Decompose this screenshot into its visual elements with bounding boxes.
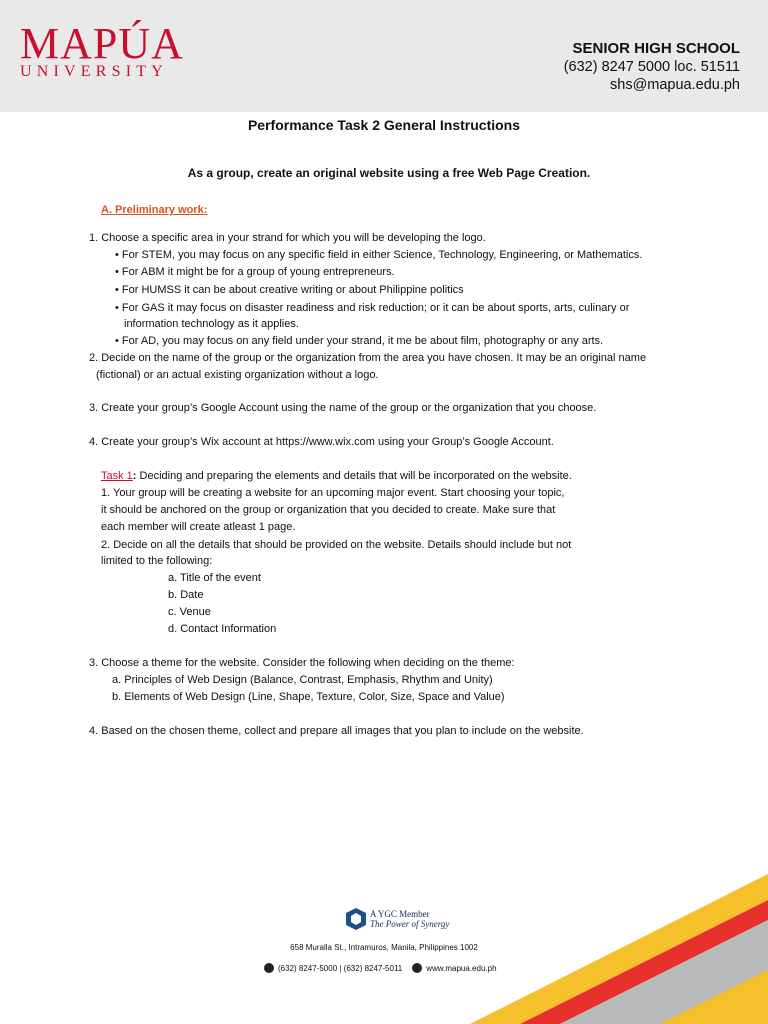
mapua-logo: MAPÚA <box>20 19 184 68</box>
school-contact-block <box>564 40 740 94</box>
task1-point-1-cont: it should be anchored on the group or organization that you decided to create. Make sure that <box>101 504 556 516</box>
detail-venue: c. Venue <box>168 606 211 618</box>
task1-point-1-cont2: each member will create atleast 1 page. <box>101 521 296 533</box>
task1-point-2: 2. Decide on all the details that should be provided on the website. Details should include but not <box>101 539 572 551</box>
school-phone: (632) 8247 5000 loc. 51511 <box>563 59 740 75</box>
instruction-item-2: 2. Decide on the name of the group or the organization from the area you have chosen. It may be an original name <box>89 352 647 364</box>
instruction-theme: 3. Choose a theme for the website. Consider the following when deciding on the theme: <box>89 657 515 669</box>
instruction-item-3: 3. Create your group’s Google Account using the name of the group or the organization that you choose. <box>89 402 597 414</box>
task1-description: Deciding and preparing the elements and details that will be incorporated on the website. <box>136 470 572 482</box>
bullet-gas-cont: information technology as it applies. <box>124 318 299 330</box>
bullet-humss: • For HUMSS it can be about creative writing or about Philippine politics <box>115 284 464 296</box>
ygc-member: A YGC Member <box>370 909 430 919</box>
footer-contact <box>264 963 497 973</box>
task1-label: Task 1 <box>101 470 133 482</box>
school-email: shs@mapua.edu.ph <box>610 77 740 93</box>
task1-heading <box>101 468 572 485</box>
ygc-tagline: The Power of Synergy <box>370 919 450 929</box>
footer-address: 658 Muralla St., Intramuros, Manila, Philippines 1002 <box>290 943 478 952</box>
bullet-stem: • For STEM, you may focus on any specific field in either Science, Technology, Engineering, or Mathematics. <box>115 249 643 261</box>
detail-title: a. Title of the event <box>168 572 261 584</box>
instruction-item-1: 1. Choose a specific area in your strand for which you will be developing the logo. <box>89 232 486 244</box>
footer-website[interactable]: www.mapua.edu.ph <box>426 963 497 973</box>
task1-colon: : <box>132 470 137 482</box>
section-heading-preliminary: A. Preliminary work: <box>101 204 208 216</box>
letterhead <box>0 0 768 112</box>
theme-elements: b. Elements of Web Design (Line, Shape, Texture, Color, Size, Space and Value) <box>112 691 505 703</box>
bullet-abm: • For ABM it might be for a group of young entrepreneurs. <box>115 266 395 278</box>
ygc-text <box>370 909 449 929</box>
footer-stripes <box>0 860 768 1024</box>
instruction-item-4: 4. Create your group’s Wix account at https://www.wix.com using your Group’s Google Account. <box>89 436 554 448</box>
instruction-images: 4. Based on the chosen theme, collect and prepare all images that you plan to include on the website. <box>89 725 584 737</box>
mapua-logo-subtitle: UNIVERSITY <box>20 63 168 80</box>
bullet-gas: • For GAS it may focus on disaster readiness and risk reduction; or it can be about sports, arts, culinary or <box>115 302 630 314</box>
bullet-ad: • For AD, you may focus on any field under your strand, it me be about film, photography or any arts. <box>115 335 604 347</box>
theme-principles: a. Principles of Web Design (Balance, Contrast, Emphasis, Rhythm and Unity) <box>112 674 493 686</box>
task1-point-1: 1. Your group will be creating a website for an upcoming major event. Start choosing your topic, <box>101 487 565 499</box>
school-name: SENIOR HIGH SCHOOL <box>572 40 740 57</box>
instruction-item-2-cont: (fictional) or an actual existing organization without a logo. <box>96 369 379 381</box>
detail-contact: d. Contact Information <box>168 623 277 635</box>
document-title: Performance Task 2 General Instructions <box>247 117 521 133</box>
task1-point-2-cont: limited to the following: <box>101 555 213 567</box>
document-subtitle: As a group, create an original website using a free Web Page Creation. <box>187 166 591 180</box>
globe-icon <box>412 963 422 973</box>
detail-date: b. Date <box>168 589 204 601</box>
phone-icon <box>264 963 274 973</box>
footer-phones: (632) 8247-5000 | (632) 8247-5011 <box>278 963 403 973</box>
